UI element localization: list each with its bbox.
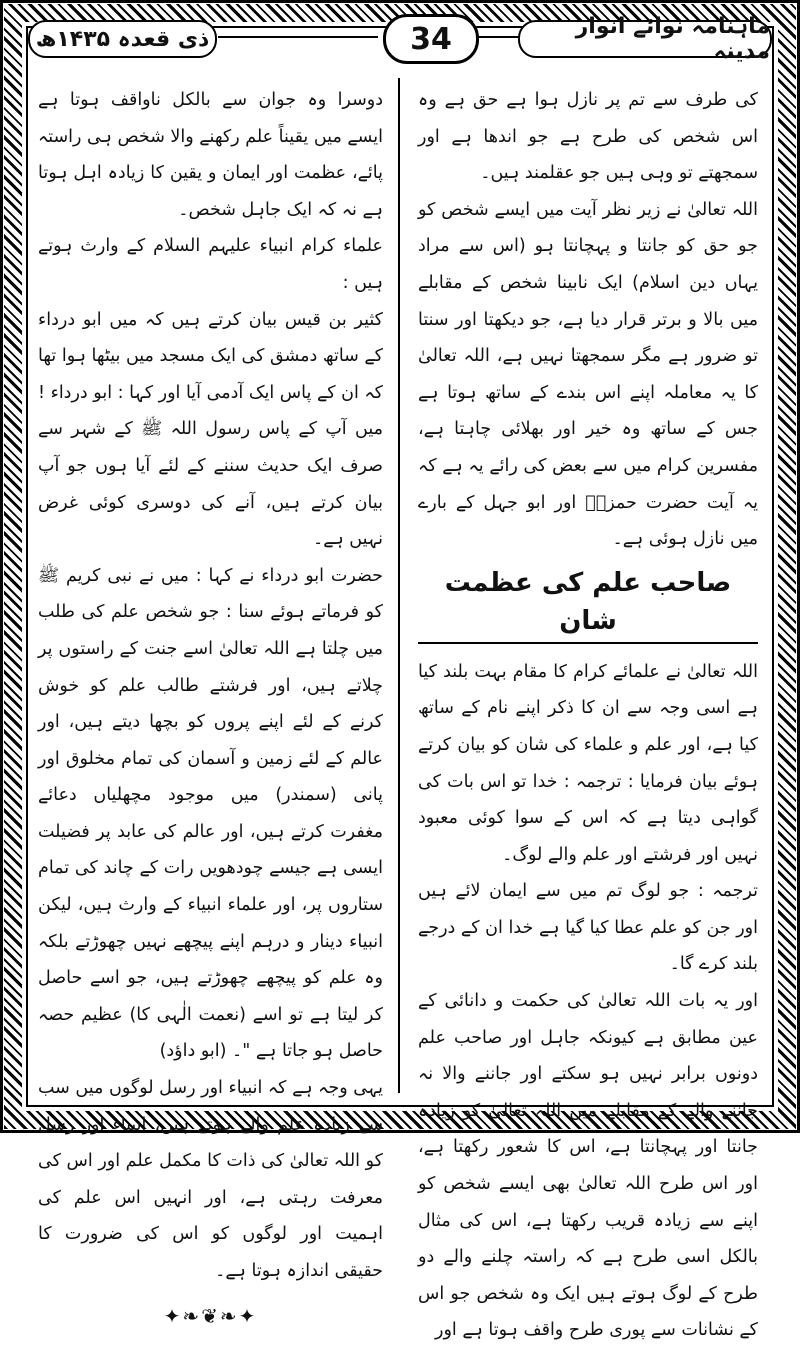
left-column — [37, 82, 383, 1328]
page-number: 34 — [383, 14, 479, 64]
issue-date: ذی قعدہ ۱۴۳۵ھ — [28, 20, 217, 58]
magazine-title: ماہنامہ نوائے انوار مدینہ — [518, 20, 772, 58]
paragraph: حضرت ابو درداء نے کہا : میں نے نبی کریم ﷺ کو فرماتے ہوئے سنا : جو شخص علم کی طلب میں چلتا ہے اللہ تعالیٰ اسے جنت کے راستوں پر چلاتے ہیں، اور فرشتے طالب علم کو خوش کرنے کے لئے اپنے پروں کو بچھا دیتے ہیں، اور عالم کے لئے زمین و آسمان کی تمام مخلوق اور پانی (سمندر) میں موجود مچھلیاں دعائے مغفرت کرتے ہیں، اور عالم کی عابد پر فضیلت ایسی ہے جیسے چودھویں رات کے چاند کی تمام ستاروں پر، اور علماء انبیاء کے وارث ہیں، لیکن انبیاء دینار و درہم اپنے پیچھے نہیں چھوڑتے بلکہ وہ علم کو پیچھے چھوڑتے ہیں، جو اسے حاصل کر لیتا ہے تو اسے (نعمت الٰہی کا) عظیم حصہ حاصل ہو جاتا ہے "۔ (ابو داؤد) — [38, 565, 383, 1062]
right-column — [418, 82, 758, 1341]
paragraph: ترجمہ : جو لوگ تم میں سے ایمان لائے ہیں اور جن کو علم عطا کیا گیا ہے خدا ان کے درجے بلند کرے گا۔ — [418, 881, 758, 975]
end-ornament: ✦❧❦❧✦ — [163, 1303, 258, 1328]
paragraph: اللہ تعالیٰ نے علمائے کرام کا مقام بہت بلند کیا ہے اسی وجہ سے ان کا ذکر اپنے نام کے ساتھ کیا ہے، اور علم و علماء کی شان کو بیان کرتے ہوئے بیان فرمایا : ترجمہ : خدا تو اس بات کی گواہی دیتا ہے کہ اس کے سوا کوئی معبود نہیں اور فرشتے اور علم والے لوگ۔ — [418, 661, 758, 865]
header-rule-left — [218, 36, 378, 38]
section-heading: صاحب علم کی عظمت شان — [418, 564, 758, 644]
paragraph: اور یہ بات اللہ تعالیٰ کی حکمت و دانائی کے عین مطابق ہے کیونکہ جاہل اور صاحب علم دونوں برابر نہیں ہو سکتے اور جاننے والا نہ جاننے والے کے مقابلے میں اللہ تعالیٰ کو زیادہ جانتا اور پہچانتا ہے، اس کا شعور رکھتا ہے، اور اس طرح اللہ تعالیٰ بھی ایسے شخص کو اپنے سے زیادہ قریب رکھتا ہے، اس کی مثال بالکل اسی طرح ہے کہ راستہ چلنے والے دو طرح کے لوگ ہوتے ہیں ایک وہ شخص جو اس کے نشانات سے پوری طرح واقف ہوتا ہے اور — [418, 991, 758, 1341]
paragraph: دوسرا وہ جوان سے بالکل ناواقف ہوتا ہے ایسے میں یقیناً علم رکھنے والا شخص ہی راستہ پائے، عظمت اور ایمان و یقین کا زیادہ اہل ہوتا ہے نہ کہ ایک جاہل شخص۔ — [37, 90, 383, 220]
paragraph: یہی وجہ ہے کہ انبیاء اور رسل لوگوں میں سب سے زیادہ علم والے ہوتے ہیں، انبیاء اور رسل کو اللہ تعالیٰ کی ذات کا مکمل علم اور اس کی معرفت رہتی ہے، اور انہیں اس علم کی اہمیت اور لوگوں کو اس کی ضرورت کا حقیقی اندازہ ہوتا ہے۔ — [38, 1078, 383, 1281]
paragraph: کی طرف سے تم پر نازل ہوا ہے حق ہے وہ اس شخص کی طرح ہے جو اندھا ہے اور سمجھتے تو وہی ہیں جو عقلمند ہیں۔ — [418, 90, 758, 184]
paragraph: کثیر بن قیس بیان کرتے ہیں کہ میں ابو درداء کے ساتھ دمشق کی ایک مسجد میں بیٹھا ہوا تھا کہ ان کے پاس ایک آدمی آیا اور کہا : ابو درداء ! میں آپ کے پاس رسول اللہ ﷺ کے شہر سے صرف ایک حدیث سننے کے لئے آیا ہوں جو آپ بیان کرتے ہیں، آنے کی دوسری کوئی غرض نہیں ہے۔ — [38, 309, 383, 550]
paragraph: علماء کرام انبیاء علیہم السلام کے وارث ہوتے ہیں : — [38, 236, 383, 293]
column-divider — [398, 78, 400, 1093]
page-header — [28, 14, 772, 66]
paragraph: اللہ تعالیٰ نے زیر نظر آیت میں ایسے شخص کو جو حق کو جانتا و پہچانتا ہو (اس سے مراد یہاں دین اسلام) ایک نابینا شخص کے مقابلے میں بالا و برتر قرار دیا ہے، جو دیکھتا اور سنتا تو ضرور ہے مگر سمجھتا نہیں ہے، اللہ تعالیٰ کا یہ معاملہ اپنے اس بندے کے ساتھ ہوتا ہے جس کے ساتھ وہ خیر اور بھلائی چاہتا ہے، مفسرین کرام میں سے بعض کی رائے یہ ہے کہ یہ آیت حضرت حمزہؓ اور ابو جہل کے بارے میں نازل ہوئی ہے۔ — [418, 199, 758, 550]
